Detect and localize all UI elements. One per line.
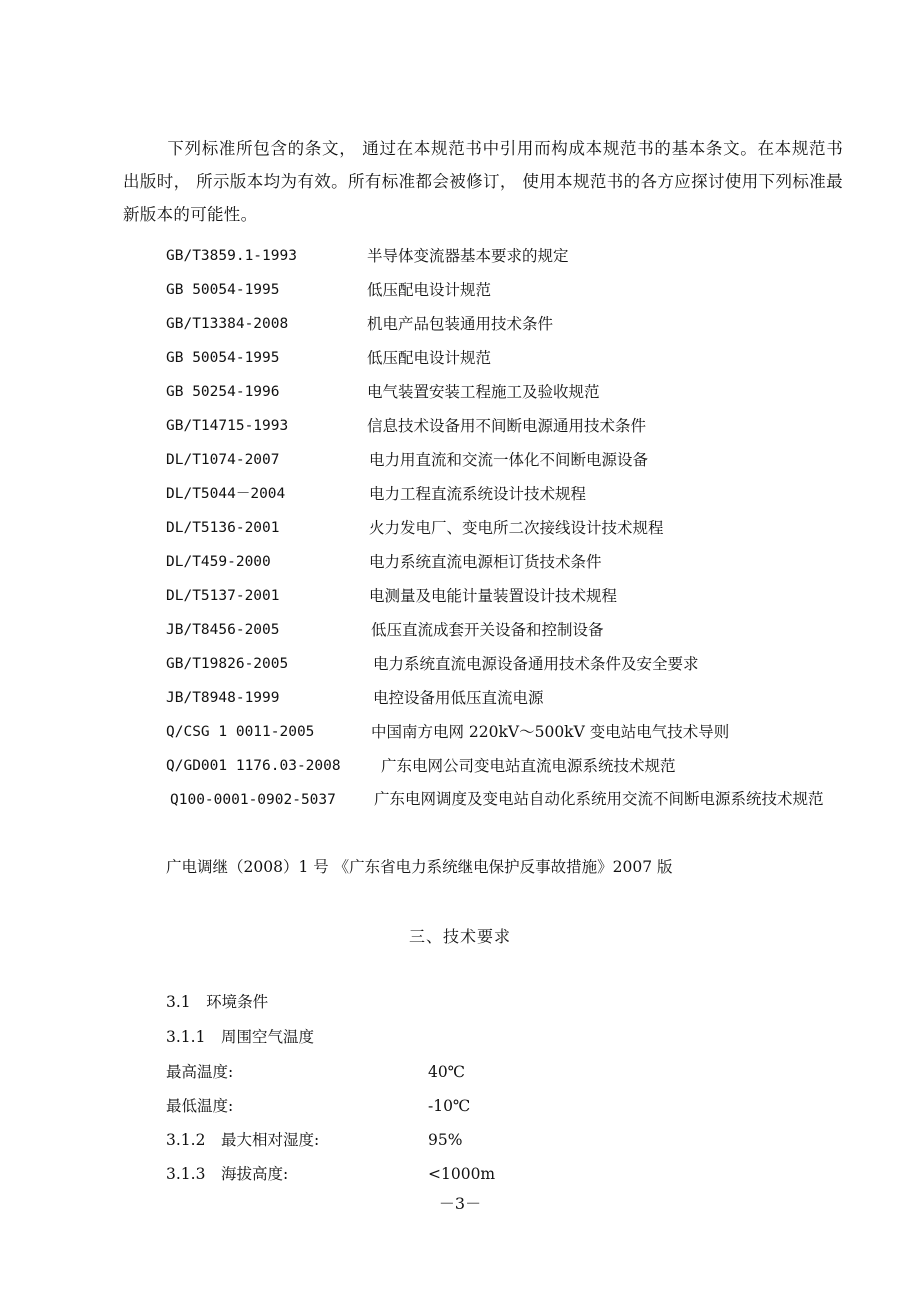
reference-title: 半导体变流器基本要求的规定 [367, 247, 569, 265]
reference-row [166, 681, 856, 715]
reference-code: DL/T5044－2004 [166, 486, 286, 502]
reference-row [166, 477, 856, 511]
spec-label: 最高温度: [166, 1063, 234, 1081]
reference-code: GB/T14715-1993 [166, 418, 289, 434]
reference-title: 广东电网调度及变电站自动化系统用交流不间断电源系统技术规范 [374, 790, 824, 808]
reference-row [166, 749, 856, 783]
reference-row [166, 375, 856, 409]
spec-value: 95% [428, 1131, 463, 1149]
reference-list [166, 239, 856, 845]
intro-text: 下列标准所包含的条文， 通过在本规范书中引用而构成本规范书的基本条文。在本规范书出版时， 所示版本均为有效。所有标准都会被修订， 使用本规范书的各方应探讨使用下列标准最新版本的可能性。 [123, 139, 843, 224]
reference-title: 信息技术设备用不间断电源通用技术条件 [367, 417, 647, 435]
reference-row [166, 341, 856, 375]
reference-title: 电力工程直流系统设计技术规程 [369, 485, 587, 503]
reference-title: 低压配电设计规范 [367, 349, 492, 367]
spec-value: <1000m [428, 1165, 496, 1183]
reference-row [166, 511, 856, 545]
section-heading: 三、技术要求 [408, 927, 511, 946]
reference-title: 电气装置安装工程施工及验收规范 [367, 383, 600, 401]
reference-code: JB/T8948-1999 [166, 690, 280, 706]
reference-title: 低压配电设计规范 [367, 281, 492, 299]
reference-code: DL/T459-2000 [166, 554, 271, 570]
reference-code: DL/T1074-2007 [166, 452, 280, 468]
reference-title: 广东电网公司变电站直流电源系统技术规范 [381, 757, 676, 775]
spec-value: 40℃ [428, 1063, 466, 1081]
spec-value: -10℃ [428, 1097, 471, 1115]
reference-title: 低压直流成套开关设备和控制设备 [371, 621, 604, 639]
spec-row [166, 1089, 666, 1123]
reference-title: 电控设备用低压直流电源 [373, 689, 544, 707]
spec-label: 3.1.3 海拔高度: [166, 1165, 289, 1183]
reference-title: 电力系统直流电源柜订货技术条件 [369, 553, 602, 571]
reference-row [166, 545, 856, 579]
reference-code: Q100-0001-0902-5037 [170, 792, 336, 808]
reference-row [166, 715, 856, 749]
reference-code: GB 50054-1995 [166, 282, 280, 298]
page-number: －3－ [438, 1194, 482, 1213]
reference-code: Q/CSG 1 0011-2005 [166, 724, 315, 740]
spec-row [166, 985, 666, 1019]
reference-row [166, 579, 856, 613]
reference-title: 火力发电厂、变电所二次接线设计技术规程 [369, 519, 664, 537]
spec-label: 3.1 环境条件 [166, 993, 269, 1011]
reference-row [166, 273, 856, 307]
reference-row [166, 239, 856, 273]
reference-title: 机电产品包装通用技术条件 [367, 315, 554, 333]
spec-row [166, 1020, 666, 1054]
reference-title: 电力用直流和交流一体化不间断电源设备 [369, 451, 649, 469]
reference-code: JB/T8456-2005 [166, 622, 280, 638]
reference-code: Q/GD001 1176.03-2008 [166, 758, 341, 774]
reference-title: 电力系统直流电源设备通用技术条件及安全要求 [373, 655, 699, 673]
reference-code: GB 50254-1996 [166, 384, 280, 400]
spec-label: 最低温度: [166, 1097, 234, 1115]
reference-row [166, 783, 856, 845]
spec-label: 3.1.1 周围空气温度 [166, 1028, 314, 1046]
reference-title: 电测量及电能计量装置设计技术规程 [369, 587, 618, 605]
reference-code: GB/T3859.1-1993 [166, 248, 297, 264]
reference-code: DL/T5136-2001 [166, 520, 280, 536]
reference-code: GB/T19826-2005 [166, 656, 289, 672]
reference-row [166, 613, 856, 647]
spec-label: 3.1.2 最大相对湿度: [166, 1131, 320, 1149]
reference-row [166, 409, 856, 443]
reference-code: GB/T13384-2008 [166, 316, 289, 332]
reference-code: GB 50054-1995 [166, 350, 280, 366]
reference-row [166, 647, 856, 681]
reference-last-line: 广电调继（2008）1 号 《广东省电力系统继电保护反事故措施》2007 版 [166, 858, 673, 876]
reference-row [166, 443, 856, 477]
reference-row [166, 307, 856, 341]
spec-row [166, 1123, 666, 1157]
intro-paragraph [123, 132, 843, 231]
spec-row [166, 1055, 666, 1089]
spec-row [166, 1157, 666, 1191]
reference-code: DL/T5137-2001 [166, 588, 280, 604]
reference-title: 中国南方电网 220kV～500kV 变电站电气技术导则 [371, 723, 730, 741]
